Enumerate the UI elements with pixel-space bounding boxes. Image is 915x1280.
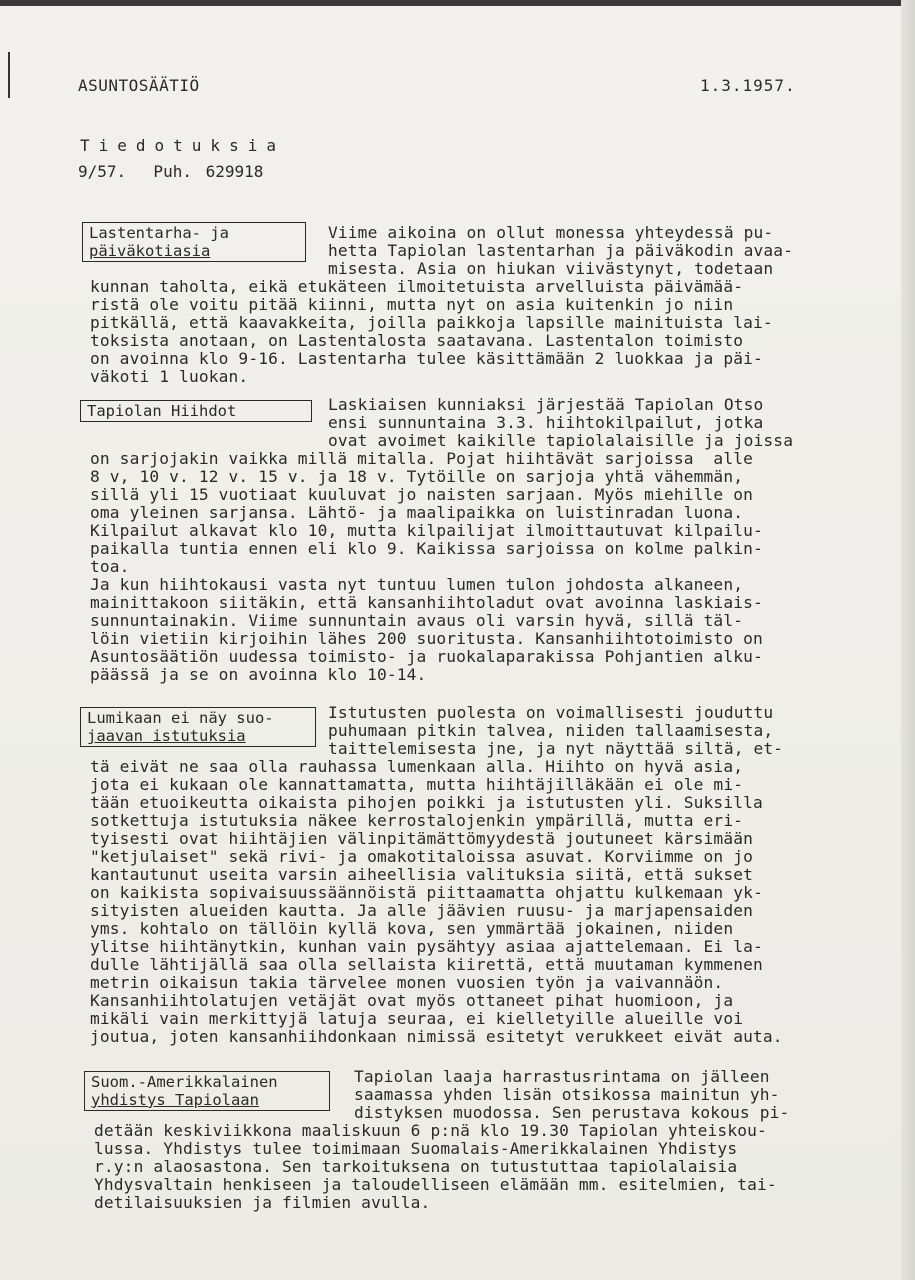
text-line: Tapiolan laaja harrastusrintama on jälleen (354, 1067, 770, 1086)
text-line: detilaisuuksien ja filmien avulla. (94, 1193, 431, 1212)
text-line: tyisesti ovat hiihtäjien välinpitämättömyydestä joutuneet kärsimään (90, 829, 754, 848)
text-line: toa. (90, 557, 130, 576)
text-line: sityisten alueiden kautta. Ja alle jäävien ruusu- ja marjapensaiden (90, 901, 754, 920)
text-line: "ketjulaiset" sekä rivi- ja omakotitaloissa asuvat. Korviimme on jo (90, 847, 754, 866)
text-line: metrin oikaisun takia tärvelee monen vuosien työn ja vaivannäön. (90, 973, 724, 992)
text-line: distyksen muodossa. Sen perustava kokous pi- (354, 1103, 790, 1122)
text-line: kantautunut useita varsin aiheellisia valituksia siitä, että sukset (90, 865, 754, 884)
section-box-lastentarha (82, 222, 306, 262)
section-box-line: yhdistys Tapiolaan (91, 1091, 259, 1109)
text-line: Viime aikoina on ollut monessa yhteydessä pu- (328, 223, 774, 242)
text-line: joutua, joten kansanhiihdonkaan nimissä esitetyt verukkeet eivät auta. (90, 1027, 783, 1046)
text-line: väkoti 1 luokan. (90, 367, 249, 386)
text-line: 8 v, 10 v. 12 v. 15 v. ja 18 v. Tytöille on sarjoja yhtä vähemmän, (90, 467, 744, 486)
text-line: tään etuoikeutta oikaista pihojen poikki ja istutusten yli. Suksilla (90, 793, 763, 812)
text-line: jota ei kukaan ole kannattamatta, mutta hiihtäjilläkään ei ole mi- (90, 775, 744, 794)
issue-number-phone: 9/57. Puh. 629918 (78, 162, 264, 181)
text-line: on sarjojakin vaikka millä mitalla. Pojat hiihtävät sarjoissa alle (90, 449, 754, 468)
section-box-line: Suom.-Amerikkalainen (91, 1073, 278, 1091)
section-box-suom-amerikkalainen (84, 1071, 330, 1111)
scan-top-edge (0, 0, 915, 6)
text-line: ovat avoimet kaikille tapiolalaisille ja joissa (328, 431, 794, 450)
section-box-lumikaan (80, 707, 316, 747)
text-line: hetta Tapiolan lastentarhan ja päiväkodin avaa- (328, 241, 794, 260)
section-box-tapiolan-hiihdot (80, 400, 312, 422)
text-line: oma yleinen sarjansa. Lähtö- ja maalipaikka on luistinradan luona. (90, 503, 744, 522)
text-line: lussa. Yhdistys tulee toimimaan Suomalais-Amerikkalainen Yhdistys (94, 1139, 738, 1158)
text-line: toksista anotaan, on Lastentalosta saatavana. Lastentalon toimisto (90, 331, 744, 350)
text-line: sotkettuja istutuksia näkee kerrostalojenkin ympärillä, mutta eri- (90, 811, 744, 830)
text-line: detään keskiviikkona maaliskuun 6 p:nä klo 19.30 Tapiolan yhteiskou- (94, 1121, 767, 1140)
text-line: sunnuntainakin. Viime sunnuntain avaus oli varsin hyvä, sillä täl- (90, 611, 744, 630)
text-line: yms. kohtalo on tällöin kyllä kova, sen ymmärtää jokainen, niiden (90, 919, 734, 938)
text-line: Kansanhiihtolatujen vetäjät ovat myös ottaneet pihat huomioon, ja (90, 991, 734, 1010)
text-line: Asuntosäätiön uudessa toimisto- ja ruokalaparakissa Pohjantien alku- (90, 647, 763, 666)
text-line: Laskiaisen kunniaksi järjestää Tapiolan Otso (328, 395, 764, 414)
text-line: r.y:n alaosastona. Sen tarkoituksena on tutustuttaa tapiolalaisia (94, 1157, 738, 1176)
section-box-line: Lumikaan ei näy suo- (87, 709, 274, 727)
text-line: mikäli vain merkittyjä latuja seuraa, ei kielletyille alueille voi (90, 1009, 744, 1028)
text-line: on kaikista sopivaisuussäännöistä piittaamatta ohjattu kulkemaan yk- (90, 883, 763, 902)
organization-name: ASUNTOSÄÄTIÖ (78, 76, 200, 95)
text-line: taittelemisesta jne, ja nyt näyttää siltä, et- (328, 739, 784, 758)
text-line: sillä yli 15 vuotiaat kuuluvat jo naisten sarjaan. Myös miehille on (90, 485, 754, 504)
text-line: tä eivät ne saa olla rauhassa lumenkaan alla. Hiihto on hyvä asia, (90, 757, 744, 776)
text-line: mainittakoon siitäkin, että kansanhiihtoladut ovat avoinna laskiais- (90, 593, 763, 612)
section-box-line: Tapiolan Hiihdot (87, 402, 237, 420)
text-line: dulle lähtijällä saa olla sellaista kiirettä, että muutaman kymmenen (90, 955, 763, 974)
text-line: päässä ja se on avoinna klo 10-14. (90, 665, 427, 684)
margin-mark (8, 52, 10, 98)
text-line: misesta. Asia on hiukan viivästynyt, todetaan (328, 259, 774, 278)
text-line: Yhdysvaltain henkiseen ja taloudelliseen elämään mm. esitelmien, tai- (94, 1175, 777, 1194)
text-line: saamassa yhden lisän otsikossa mainitun yh- (354, 1085, 780, 1104)
text-line: Istutusten puolesta on voimallisesti jouduttu (328, 703, 774, 722)
document-heading: Tiedotuksia (80, 136, 285, 155)
text-line: paikalla tuntia ennen eli klo 9. Kaikissa sarjoissa on kolme palkin- (90, 539, 763, 558)
document-date: 1.3.1957. (700, 76, 796, 95)
text-line: ylitse hiihtänytkin, kunhan vain pysähtyy asiaa ajattelemaan. Ei la- (90, 937, 763, 956)
text-line: kunnan taholta, eikä etukäteen ilmoitetuista arvelluista päivämää- (90, 277, 744, 296)
section-box-line: Lastentarha- ja (89, 224, 229, 242)
text-line: ensi sunnuntaina 3.3. hiihtokilpailut, jotka (328, 413, 764, 432)
section-box-line: jaavan istutuksia (87, 727, 246, 745)
text-line: on avoinna klo 9-16. Lastentarha tulee käsittämään 2 luokkaa ja päi- (90, 349, 763, 368)
text-line: Kilpailut alkavat klo 10, mutta kilpailijat ilmoittautuvat kilpailu- (90, 521, 763, 540)
scan-right-edge (901, 0, 915, 1280)
text-line: pitkällä, että kaavakkeita, joilla paikkoja lapsille mainituista lai- (90, 313, 773, 332)
section-box-line: päiväkotiasia (89, 242, 211, 260)
text-line: puhumaan pitkin talvea, niiden tallaamisesta, (328, 721, 774, 740)
text-line: löin vietiin kirjoihin lähes 200 suoritusta. Kansanhiihtotoimisto on (90, 629, 763, 648)
text-line: Ja kun hiihtokausi vasta nyt tuntuu lumen tulon johdosta alkaneen, (90, 575, 744, 594)
text-line: ristä ole voitu pitää kiinni, mutta nyt on asia kuitenkin jo niin (90, 295, 734, 314)
